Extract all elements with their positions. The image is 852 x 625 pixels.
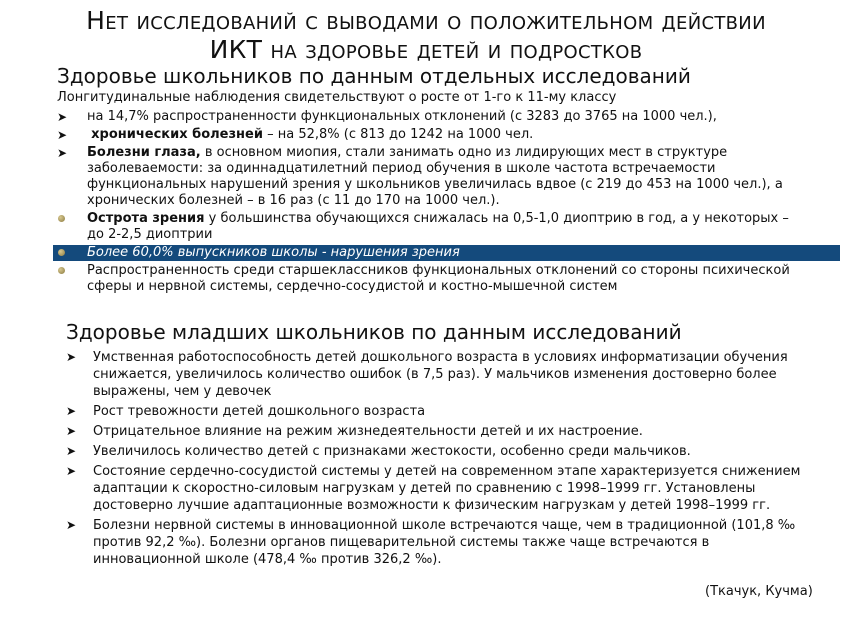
arrow-bullet-icon: ➤: [66, 350, 77, 364]
item-text: Состояние сердечно-сосудистой системы у детей на современном этапе характеризуется снижением адаптации к скоростно-силовым нагрузкам у детей по сравнению с 1998–1999 гг. Установлены достоверно лучшие адаптационные возможности к физическим нагрузкам у детей 1998–1999 гг.: [93, 464, 801, 513]
list-item: [66, 423, 801, 440]
section2-list: [66, 349, 801, 571]
item-text: у большинства обучающихся снижалась на 0,5-1,0 диоптрию в год, а у некоторых – до 2-2,5 диоптрии: [87, 211, 789, 242]
list-item: [57, 127, 807, 143]
section1-intro: Лонгитудинальные наблюдения свидетельствуют о росте от 1-го к 11-му классу: [57, 90, 617, 105]
list-item: [57, 211, 807, 243]
item-bold: Острота зрения: [87, 211, 205, 226]
section1-list: [57, 109, 807, 297]
item-text: Рост тревожности детей дошкольного возраста: [93, 404, 426, 419]
item-text: Умственная работоспособность детей дошкольного возраста в условиях информатизации обучения снижается, увеличилось количество ошибок (в 7,5 раз). У мальчиков изменения достоверно более выражены, чем у девочек: [93, 350, 788, 399]
title-line-2: ИКТ на здоровье детей и подростков: [209, 35, 643, 64]
section1-heading: Здоровье школьников по данным отдельных исследований: [57, 64, 691, 88]
item-text: Распространенность среди старшеклассников функциональных отклонений со стороны психической сферы и нервной системы, сердечно-сосудистой и костно-мышечной систем: [87, 263, 790, 294]
list-item: [57, 263, 807, 295]
round-bullet-icon: [58, 249, 65, 256]
item-text: в основном миопия, стали занимать одно из лидирующих мест в структуре заболеваемости: за одиннадцатилетний период обучения в школе частота встречаемости функциональных нарушений зрения у школьников увеличилась вдвое (с 219 до 453 на 1000 чел.), а хронических болезней – в 16 раз (с 11 до 170 на 1000 чел.).: [87, 145, 783, 208]
item-bold: хронических болезней: [91, 127, 263, 142]
list-item: [66, 463, 801, 514]
arrow-bullet-icon: ➤: [66, 464, 77, 478]
arrow-bullet-icon: ➤: [57, 110, 68, 124]
section2-heading: Здоровье младших школьников по данным исследований: [66, 320, 682, 344]
highlighted-list-item: [53, 245, 840, 261]
item-text: Отрицательное влияние на режим жизнедеятельности детей и их настроение.: [93, 424, 643, 439]
item-text: на 14,7% распространенности функциональных отклонений (с 3283 до 3765 на 1000 чел.),: [87, 109, 717, 124]
item-text: Болезни нервной системы в инновационной школе встречаются чаще, чем в традиционной (101,8 ‰ против 92,2 ‰). Болезни органов пищеварительной системы также чаще встречаются в инновационной школе (478,4 ‰ против 326,2 ‰).: [93, 518, 796, 567]
list-item: [66, 403, 801, 420]
title-line-1: Нет исследований с выводами о положительном действии: [86, 6, 766, 35]
arrow-bullet-icon: ➤: [66, 404, 77, 418]
list-item: [57, 145, 807, 209]
item-text: – на 52,8% (с 813 до 1242 на 1000 чел.: [262, 127, 534, 142]
item-text: Увеличилось количество детей с признаками жестокости, особенно среди мальчиков.: [93, 444, 691, 459]
list-item: [66, 443, 801, 460]
list-item: [57, 109, 807, 125]
list-item: [66, 517, 801, 568]
list-item: [66, 349, 801, 400]
arrow-bullet-icon: ➤: [66, 424, 77, 438]
item-text: Более 60,0% выпускников школы - нарушения зрения: [87, 245, 460, 260]
arrow-bullet-icon: ➤: [66, 444, 77, 458]
slide-title: [0, 6, 852, 64]
arrow-bullet-icon: ➤: [66, 518, 77, 532]
arrow-bullet-icon: ➤: [57, 128, 68, 142]
citation: (Ткачук, Кучма): [705, 584, 813, 599]
arrow-bullet-icon: ➤: [57, 146, 68, 160]
round-bullet-icon: [58, 215, 65, 222]
item-bold: Болезни глаза,: [87, 145, 201, 160]
round-bullet-icon: [58, 267, 65, 274]
